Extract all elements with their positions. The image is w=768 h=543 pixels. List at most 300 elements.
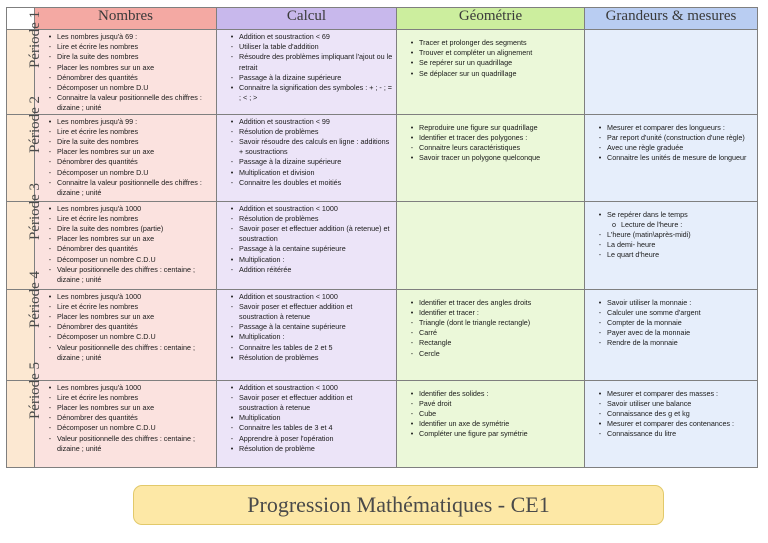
bullet-marker: - [48, 312, 52, 322]
bullet-marker: • [598, 388, 602, 398]
list-item [593, 210, 754, 220]
item-list [585, 115, 757, 164]
cell-geometrie [397, 201, 585, 289]
item-text: Savoir tracer un polygone quelconque [419, 153, 541, 163]
cell-grandeurs-mesures [585, 30, 758, 115]
bullet-marker: - [598, 230, 602, 240]
item-text: Pavé droit [419, 398, 452, 408]
item-text: Dire la suite des nombres (partie) [57, 224, 164, 234]
bullet-marker: - [48, 52, 52, 62]
list-item [225, 265, 393, 275]
bullet-marker: - [230, 392, 234, 402]
item-text: Placer les nombres sur un axe [57, 403, 155, 413]
list-item [43, 383, 213, 393]
list-item [405, 389, 581, 399]
bullet-marker: - [230, 423, 234, 433]
header-geometrie: Géométrie [397, 8, 585, 30]
bullet-marker: - [230, 52, 234, 62]
cell-calcul [217, 201, 397, 289]
item-text: La demi- heure [607, 240, 656, 250]
list-item [43, 393, 213, 403]
item-text: Rendre de la monnaie [607, 338, 678, 348]
item-text: Décomposer un nombre C.D.U [57, 254, 156, 264]
bullet-marker: • [598, 419, 602, 429]
item-list [585, 30, 757, 38]
item-text: Trouver et compléter un alignement [419, 48, 533, 58]
item-list [35, 381, 216, 454]
item-text: Multiplication et division [239, 167, 315, 177]
item-text: Dénombrer des quantités [57, 72, 138, 82]
bullet-marker: - [230, 342, 234, 352]
item-text: Identifier et tracer : [419, 307, 479, 317]
bullet-marker: - [230, 244, 234, 254]
list-item [225, 302, 393, 322]
list-item [405, 48, 581, 58]
item-text: Dénombrer des quantités [57, 244, 138, 254]
list-item [405, 308, 581, 318]
bullet-marker: - [230, 137, 234, 147]
list-item [405, 399, 581, 409]
item-text: Connaitre la valeur positionnelle des chiffres : dizaine ; unité [57, 177, 202, 198]
title-banner [133, 485, 664, 525]
list-item [593, 123, 754, 133]
period-label: Période 4 [27, 270, 44, 328]
list-item [43, 292, 213, 302]
item-text: Les nombres jusqu'à 1000 [57, 382, 142, 392]
bullet-marker: - [48, 72, 52, 82]
list-item [593, 419, 754, 429]
period-label: Période 3 [27, 182, 44, 240]
period-row-4 [7, 289, 758, 380]
item-text: Lire et écrire les nombres [57, 42, 139, 52]
bullet-marker: - [48, 264, 52, 274]
item-text: Se repérer sur un quadrillage [419, 58, 513, 68]
item-list [585, 202, 757, 261]
bullet-marker: - [48, 403, 52, 413]
bullet-marker: - [230, 322, 234, 332]
bullet-marker: • [410, 68, 414, 78]
bullet-marker: - [48, 301, 52, 311]
bullet-marker: • [230, 167, 234, 177]
item-text: Compléter une figure par symétrie [419, 429, 528, 439]
bullet-marker: • [230, 352, 234, 362]
bullet-marker: • [410, 388, 414, 398]
item-text: Décomposer un nombre C.D.U [57, 332, 156, 342]
item-list [397, 290, 584, 359]
list-item [225, 32, 393, 42]
item-list [397, 381, 584, 440]
item-text: Connaissance du litre [607, 429, 677, 439]
list-item [43, 73, 213, 83]
item-list [397, 30, 584, 79]
item-text: Passage à la dizaine supérieure [239, 72, 342, 82]
header-nombres: Nombres [35, 8, 217, 30]
item-text: Mesurer et comparer des longueurs : [607, 122, 725, 132]
list-item [593, 328, 754, 338]
bullet-marker: - [48, 332, 52, 342]
bullet-marker: - [598, 429, 602, 439]
bullet-marker: • [48, 203, 52, 213]
item-text: Dénombrer des quantités [57, 322, 138, 332]
bullet-marker: - [48, 254, 52, 264]
bullet-marker: - [230, 264, 234, 274]
item-text: Le quart d'heure [607, 250, 660, 260]
list-item [225, 83, 393, 103]
cell-grandeurs-mesures [585, 201, 758, 289]
list-item [405, 409, 581, 419]
item-text: Mesurer et comparer des masses : [607, 388, 719, 398]
bullet-marker: • [230, 332, 234, 342]
bullet-marker: - [230, 301, 234, 311]
list-item [405, 349, 581, 359]
bullet-marker: - [48, 167, 52, 177]
cell-calcul [217, 30, 397, 115]
list-item [405, 338, 581, 348]
list-item [225, 322, 393, 332]
item-text: Savoir poser et effectuer addition et soustraction à retenue [239, 392, 353, 413]
bullet-marker: • [410, 132, 414, 142]
bullet-marker: - [48, 224, 52, 234]
item-text: Résolution de problèmes [239, 352, 319, 362]
item-text: Savoir utiliser une balance [607, 398, 692, 408]
cell-grandeurs-mesures [585, 289, 758, 380]
list-item [593, 153, 754, 163]
list-item [43, 434, 213, 454]
bullet-marker: - [48, 177, 52, 187]
list-item [593, 338, 754, 348]
list-item [593, 133, 754, 143]
bullet-marker: - [598, 307, 602, 317]
item-list [217, 30, 396, 103]
list-item [225, 343, 393, 353]
cell-nombres [35, 30, 217, 115]
list-item [405, 153, 581, 163]
list-item [225, 52, 393, 72]
bullet-marker: - [598, 328, 602, 338]
bullet-marker: • [230, 32, 234, 41]
list-item [43, 178, 213, 198]
item-text: Les nombres jusqu'à 1000 [57, 291, 142, 301]
item-text: Addition et soustraction < 69 [239, 32, 330, 41]
bullet-marker: - [48, 157, 52, 167]
item-text: Connaitre les unités de mesure de longueur [607, 153, 747, 163]
period-label: Période 2 [27, 95, 44, 153]
cell-calcul [217, 289, 397, 380]
bullet-marker: o [612, 219, 616, 229]
item-list [397, 202, 584, 210]
bullet-marker: - [48, 137, 52, 147]
item-text: Rectangle [419, 338, 452, 348]
bullet-marker: • [230, 382, 234, 392]
item-text: Décomposer un nombre C.D.U [57, 423, 156, 433]
item-list [217, 202, 396, 275]
list-item [405, 143, 581, 153]
item-text: Calculer une somme d'argent [607, 307, 701, 317]
cell-geometrie [397, 380, 585, 467]
item-text: Multiplication : [239, 254, 285, 264]
bullet-marker: - [598, 398, 602, 408]
bullet-marker: - [410, 338, 414, 348]
bullet-marker: - [598, 143, 602, 153]
bullet-marker: - [410, 398, 414, 408]
cell-calcul [217, 114, 397, 201]
item-text: Résolution de problèmes [239, 213, 319, 223]
list-item [43, 117, 213, 127]
item-text: Lire et écrire les nombres [57, 392, 139, 402]
bullet-marker: • [410, 48, 414, 58]
bullet-marker: • [410, 307, 414, 317]
bullet-marker: • [598, 122, 602, 132]
item-text: Dire la suite des nombres [57, 52, 139, 62]
bullet-marker: - [48, 342, 52, 352]
bullet-marker: - [48, 126, 52, 136]
list-item [225, 244, 393, 254]
list-item [43, 63, 213, 73]
list-item [593, 143, 754, 153]
bullet-marker: - [230, 157, 234, 167]
item-text: Dénombrer des quantités [57, 157, 138, 167]
bullet-marker: - [598, 132, 602, 142]
list-item [225, 444, 393, 454]
list-item [225, 117, 393, 127]
item-text: Addition et soustraction < 99 [239, 116, 330, 126]
list-item [43, 157, 213, 167]
cell-nombres [35, 114, 217, 201]
list-item [405, 38, 581, 48]
list-item [225, 137, 393, 157]
item-list [585, 290, 757, 349]
item-text: Valeur positionnelle des chiffres : centaine ; dizaine ; unité [57, 264, 195, 285]
page-title: Progression Mathématiques - CE1 [247, 492, 550, 517]
item-text: Se déplacer sur un quadrillage [419, 68, 517, 78]
list-item [43, 204, 213, 214]
list-item [43, 312, 213, 322]
cell-geometrie [397, 289, 585, 380]
bullet-marker: • [410, 122, 414, 132]
header-calcul: Calcul [217, 8, 397, 30]
bullet-marker: • [48, 291, 52, 301]
cell-geometrie [397, 30, 585, 115]
list-item [593, 240, 754, 250]
list-item [405, 69, 581, 79]
bullet-marker: - [48, 392, 52, 402]
bullet-marker: - [410, 143, 414, 153]
item-text: Connaitre leurs caractéristiques [419, 143, 521, 153]
bullet-marker: - [410, 328, 414, 338]
bullet-marker: - [598, 338, 602, 348]
bullet-marker: • [48, 116, 52, 126]
list-item [405, 429, 581, 439]
bullet-marker: - [48, 93, 52, 103]
period-label-cell [7, 361, 44, 467]
item-text: Avec une règle graduée [607, 143, 684, 153]
cell-nombres [35, 380, 217, 467]
item-text: Savoir poser et effectuer addition (à retenue) et soustraction [239, 224, 390, 244]
list-item [43, 255, 213, 265]
list-item [405, 58, 581, 68]
list-item [43, 127, 213, 137]
list-item [43, 322, 213, 332]
list-item [225, 413, 393, 423]
list-item [43, 244, 213, 254]
item-text: Valeur positionnelle des chiffres : centaine ; dizaine ; unité [57, 433, 195, 453]
bullet-marker: - [230, 126, 234, 136]
item-text: Triangle (dont le triangle rectangle) [419, 318, 531, 328]
period-row-1 [7, 30, 758, 115]
list-item [593, 220, 754, 230]
list-item [405, 328, 581, 338]
list-item [593, 399, 754, 409]
list-item [225, 73, 393, 83]
item-text: Passage à la dizaine supérieure [239, 157, 342, 167]
item-text: Les nombres jusqu'à 1000 [57, 203, 142, 213]
cell-calcul [217, 380, 397, 467]
item-text: Cube [419, 409, 437, 419]
item-list [35, 202, 216, 286]
item-text: Placer les nombres sur un axe [57, 147, 155, 157]
item-text: Mesurer et comparer des contenances : [607, 419, 735, 429]
item-list [397, 115, 584, 164]
item-text: Placer les nombres sur un axe [57, 62, 155, 72]
item-list [217, 115, 396, 188]
period-label: Période 1 [27, 10, 44, 69]
item-list [217, 290, 396, 363]
item-text: L'heure (matin\après-midi) [607, 230, 691, 240]
bullet-marker: • [598, 297, 602, 307]
item-text: Lecture de l'heure : [621, 219, 683, 229]
item-text: Addition et soustraction < 1000 [239, 291, 338, 301]
bullet-marker: - [230, 42, 234, 52]
bullet-marker: - [598, 318, 602, 328]
item-text: Addition et soustraction < 1000 [239, 203, 338, 213]
item-text: Dire la suite des nombres [57, 137, 139, 147]
list-item [405, 298, 581, 308]
item-text: Connaissance des g et kg [607, 409, 690, 419]
bullet-marker: • [410, 429, 414, 439]
list-item [43, 403, 213, 413]
item-text: Apprendre à poser l'opération [239, 433, 334, 443]
item-text: Lire et écrire les nombres [57, 301, 139, 311]
item-text: Addition et soustraction < 1000 [239, 382, 338, 392]
item-list [585, 381, 757, 440]
list-item [225, 168, 393, 178]
cell-nombres [35, 289, 217, 380]
bullet-marker: • [598, 153, 602, 163]
list-item [43, 214, 213, 224]
bullet-marker: - [230, 177, 234, 187]
period-label: Période 5 [27, 361, 44, 419]
item-list [35, 115, 216, 199]
bullet-marker: • [230, 116, 234, 126]
period-row-2 [7, 114, 758, 201]
list-item [225, 434, 393, 444]
list-item [593, 318, 754, 328]
bullet-marker: - [410, 409, 414, 419]
list-item [593, 409, 754, 419]
list-item [593, 230, 754, 240]
list-item [43, 343, 213, 363]
item-text: Par report d'unité (construction d'une règle) [607, 132, 745, 142]
list-item [225, 423, 393, 433]
bullet-marker: - [48, 147, 52, 157]
bullet-marker: • [410, 419, 414, 429]
list-item [593, 429, 754, 439]
item-text: Lire et écrire les nombres [57, 213, 139, 223]
item-text: Identifier et tracer des polygones : [419, 132, 528, 142]
list-item [43, 413, 213, 423]
progression-table [6, 7, 758, 468]
list-item [225, 157, 393, 167]
list-item [225, 353, 393, 363]
item-text: Les nombres jusqu'à 69 : [57, 32, 138, 41]
bullet-marker: • [230, 443, 234, 453]
list-item [43, 168, 213, 178]
bullet-marker: - [230, 224, 234, 234]
bullet-marker: - [48, 83, 52, 93]
item-text: Résoudre des problèmes impliquant l'ajout ou le retrait [239, 52, 393, 72]
bullet-marker: - [48, 423, 52, 433]
list-item [405, 419, 581, 429]
list-item [593, 250, 754, 260]
bullet-marker: - [48, 62, 52, 72]
item-text: Passage à la centaine supérieure [239, 322, 346, 332]
bullet-marker: - [598, 240, 602, 250]
item-text: Carré [419, 328, 437, 338]
list-item [43, 93, 213, 113]
item-text: Connaitre les doubles et moitiés [239, 177, 342, 187]
item-text: Résolution de problème [239, 443, 315, 453]
list-item [43, 302, 213, 312]
bullet-marker: • [230, 413, 234, 423]
period-row-5 [7, 380, 758, 467]
list-item [225, 214, 393, 224]
header-row [7, 8, 758, 30]
item-text: Tracer et prolonger des segments [419, 38, 527, 47]
item-text: Résolution de problèmes [239, 126, 319, 136]
list-item [225, 393, 393, 413]
item-text: Valeur positionnelle des chiffres : centaine ; dizaine ; unité [57, 342, 195, 362]
item-text: Décomposer un nombre D.U [57, 83, 149, 93]
item-list [217, 381, 396, 454]
item-list [35, 30, 216, 114]
bullet-marker: - [48, 244, 52, 254]
bullet-marker: - [598, 250, 602, 260]
bullet-marker: • [410, 38, 414, 47]
list-item [43, 224, 213, 234]
bullet-marker: • [230, 291, 234, 301]
item-text: Connaitre la valeur positionnelle des chiffres : dizaine ; unité [57, 93, 202, 113]
bullet-marker: - [48, 42, 52, 52]
cell-nombres [35, 201, 217, 289]
item-text: Reproduire une figure sur quadrillage [419, 122, 538, 132]
bullet-marker: - [230, 433, 234, 443]
item-text: Multiplication [239, 413, 281, 423]
item-text: Placer les nombres sur un axe [57, 312, 155, 322]
list-item [43, 147, 213, 157]
item-text: Décomposer un nombre D.U [57, 167, 149, 177]
item-text: Savoir résoudre des calculs en ligne : additions + soustractions [239, 137, 390, 157]
list-item [225, 224, 393, 244]
bullet-marker: • [230, 83, 234, 93]
list-item [405, 133, 581, 143]
cell-grandeurs-mesures [585, 380, 758, 467]
bullet-marker: - [410, 348, 414, 358]
list-item [43, 423, 213, 433]
item-text: Passage à la centaine supérieure [239, 244, 346, 254]
list-item [593, 298, 754, 308]
list-item [225, 292, 393, 302]
list-item [225, 127, 393, 137]
